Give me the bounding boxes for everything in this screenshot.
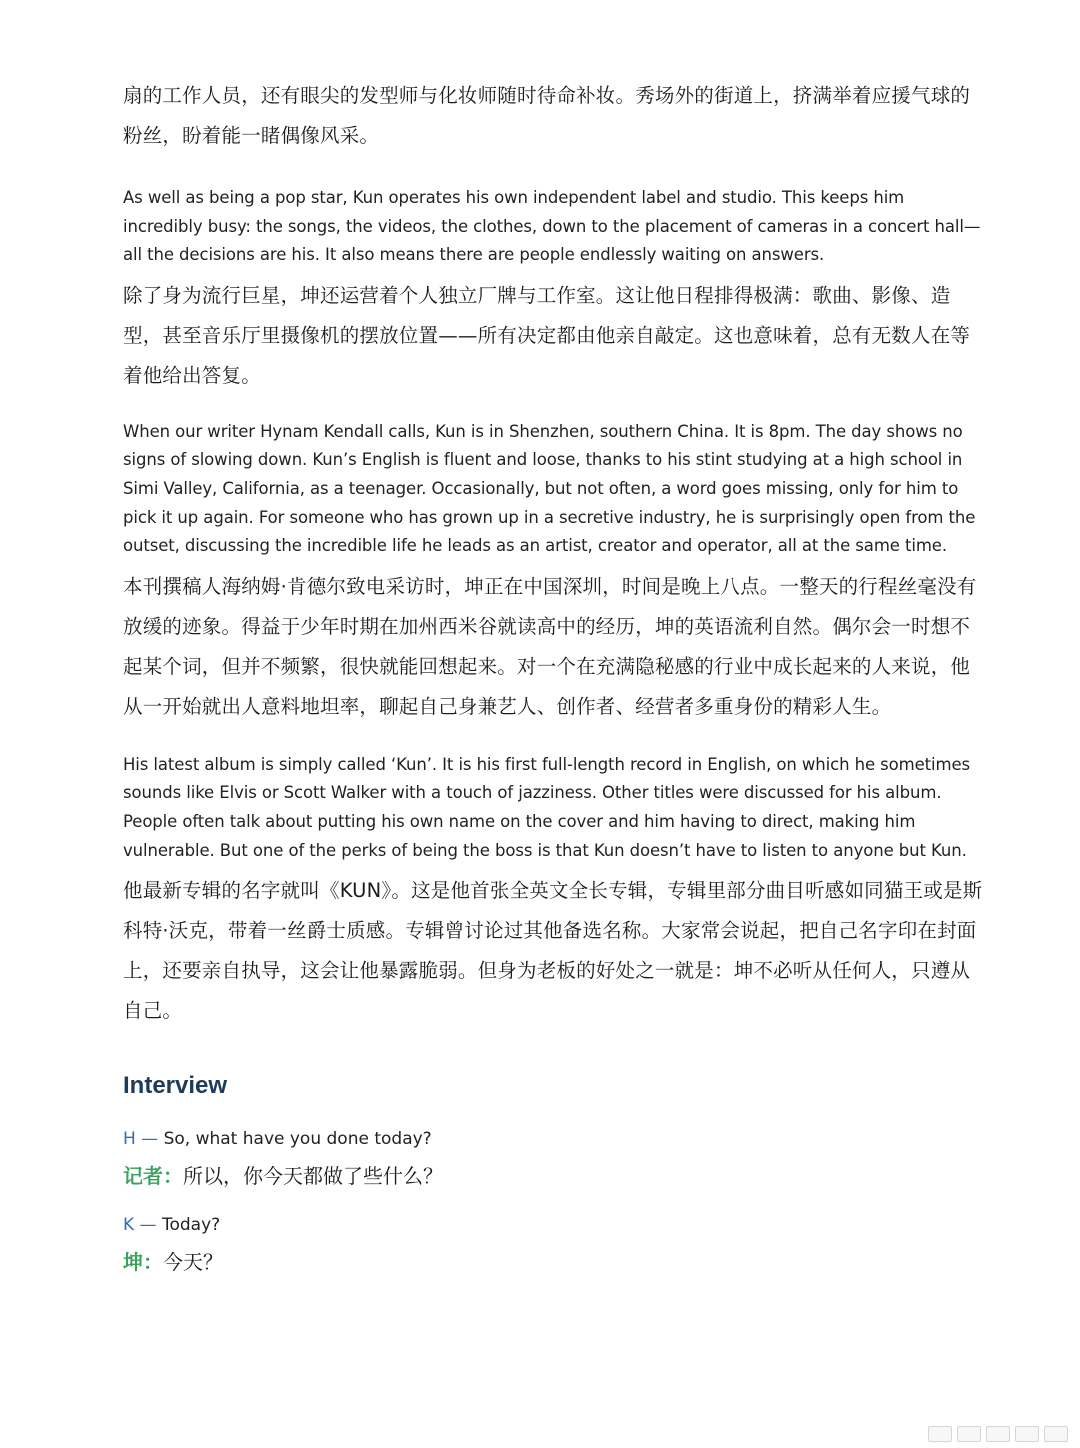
paragraph-zh-2: 除了身为流行巨星，坤还运营着个人独立厂牌与工作室。这让他日程排得极满：歌曲、影像、造型，甚至音乐厅里摄像机的摆放位置——所有决定都由他亲自敲定。这也意味着，总有无数人在等着他给出答复。 (123, 283, 971, 387)
answer-en-text: Today? (156, 1215, 221, 1236)
paragraph-en-3: When our writer Hynam Kendall calls, Kun is in Shenzhen, southern China. It is 8pm. The day shows no signs of slowing down. Kun’s English is fluent and loose, thanks to his stint studying at a high school in Simi Valley, California, as a teenager. Occasionally, but not often, a word goes missing, only for him to pick it up again. For someone who has grown up in a secretive industry, he is surprisingly open from the outset, discussing the incredible life he leads as an artist, creator and operator, all at the same time. (123, 421, 976, 556)
spacer (123, 727, 983, 751)
watermark-glyph (1015, 1426, 1039, 1442)
question-en (123, 1125, 983, 1153)
article-body (123, 76, 983, 1279)
speaker-reporter-label: 记者： (123, 1164, 183, 1189)
spacer (123, 156, 983, 184)
spacer (123, 1101, 983, 1125)
answer-en (123, 1211, 983, 1239)
spacer (123, 1031, 983, 1071)
paragraph-zh-4: 他最新专辑的名字就叫《KUN》。这是他首张全英文全长专辑，专辑里部分曲目听感如同猫王或是斯科特·沃克，带着一丝爵士质感。专辑曾讨论过其他备选名称。大家常会说起，把自己名字印在封面上，还要亲自执导，这会让他暴露脆弱。但身为老板的好处之一就是：坤不必听从任何人，只遵从自己。 (123, 879, 983, 1023)
answer-zh (123, 1245, 983, 1279)
paragraph-en-4: His latest album is simply called ‘Kun’. It is his first full-length record in English, on which he sometimes sounds like Elvis or Scott Walker with a touch of jazziness. Other titles were discussed for his album. People often talk about putting his own name on the cover and him having to direct, making him vulnerable. But one of the perks of being the boss is that Kun doesn’t have to listen to anyone but Kun. (123, 754, 971, 860)
paragraph-en-2: As well as being a pop star, Kun operates his own independent label and studio. This keeps him incredibly busy: the songs, the videos, the clothes, down to the placement of cameras in a concert hall—all the decisions are his. It also means there are people endlessly waiting on answers. (123, 188, 981, 265)
paragraph-zh-3: 本刊撰稿人海纳姆·肯德尔致电采访时，坤正在中国深圳，时间是晚上八点。一整天的行程丝毫没有放缓的迹象。得益于少年时期在加州西米谷就读高中的经历，坤的英语流利自然。偶尔会一时想不起某个词，但并不频繁，很快就能回想起来。对一个在充满隐秘感的行业中成长起来的人来说，他从一开始就出人意料地坦率，聊起自己身兼艺人、创作者、经营者多重身份的精彩人生。 (123, 574, 977, 718)
watermark-logo (928, 1426, 1068, 1442)
speaker-h-label: H — (123, 1129, 159, 1150)
watermark-glyph (957, 1426, 981, 1442)
paragraph-zh-1: 扇的工作人员，还有眼尖的发型师与化妆师随时待命补妆。秀场外的街道上，挤满举着应援气球的粉丝，盼着能一睹偶像风采。 (123, 84, 971, 147)
interview-heading: Interview (123, 1072, 228, 1100)
watermark-glyph (1044, 1426, 1068, 1442)
watermark-glyph (986, 1426, 1010, 1442)
spacer (123, 396, 983, 418)
speaker-kun-label: 坤： (123, 1250, 163, 1275)
spacer (123, 1193, 983, 1211)
question-en-text: So, what have you done today? (158, 1129, 432, 1150)
answer-zh-text: 今天？ (163, 1250, 223, 1275)
watermark-glyph (928, 1426, 952, 1442)
question-zh-text: 所以，你今天都做了些什么？ (183, 1164, 443, 1189)
question-zh (123, 1159, 983, 1193)
speaker-k-label: K — (123, 1215, 157, 1236)
